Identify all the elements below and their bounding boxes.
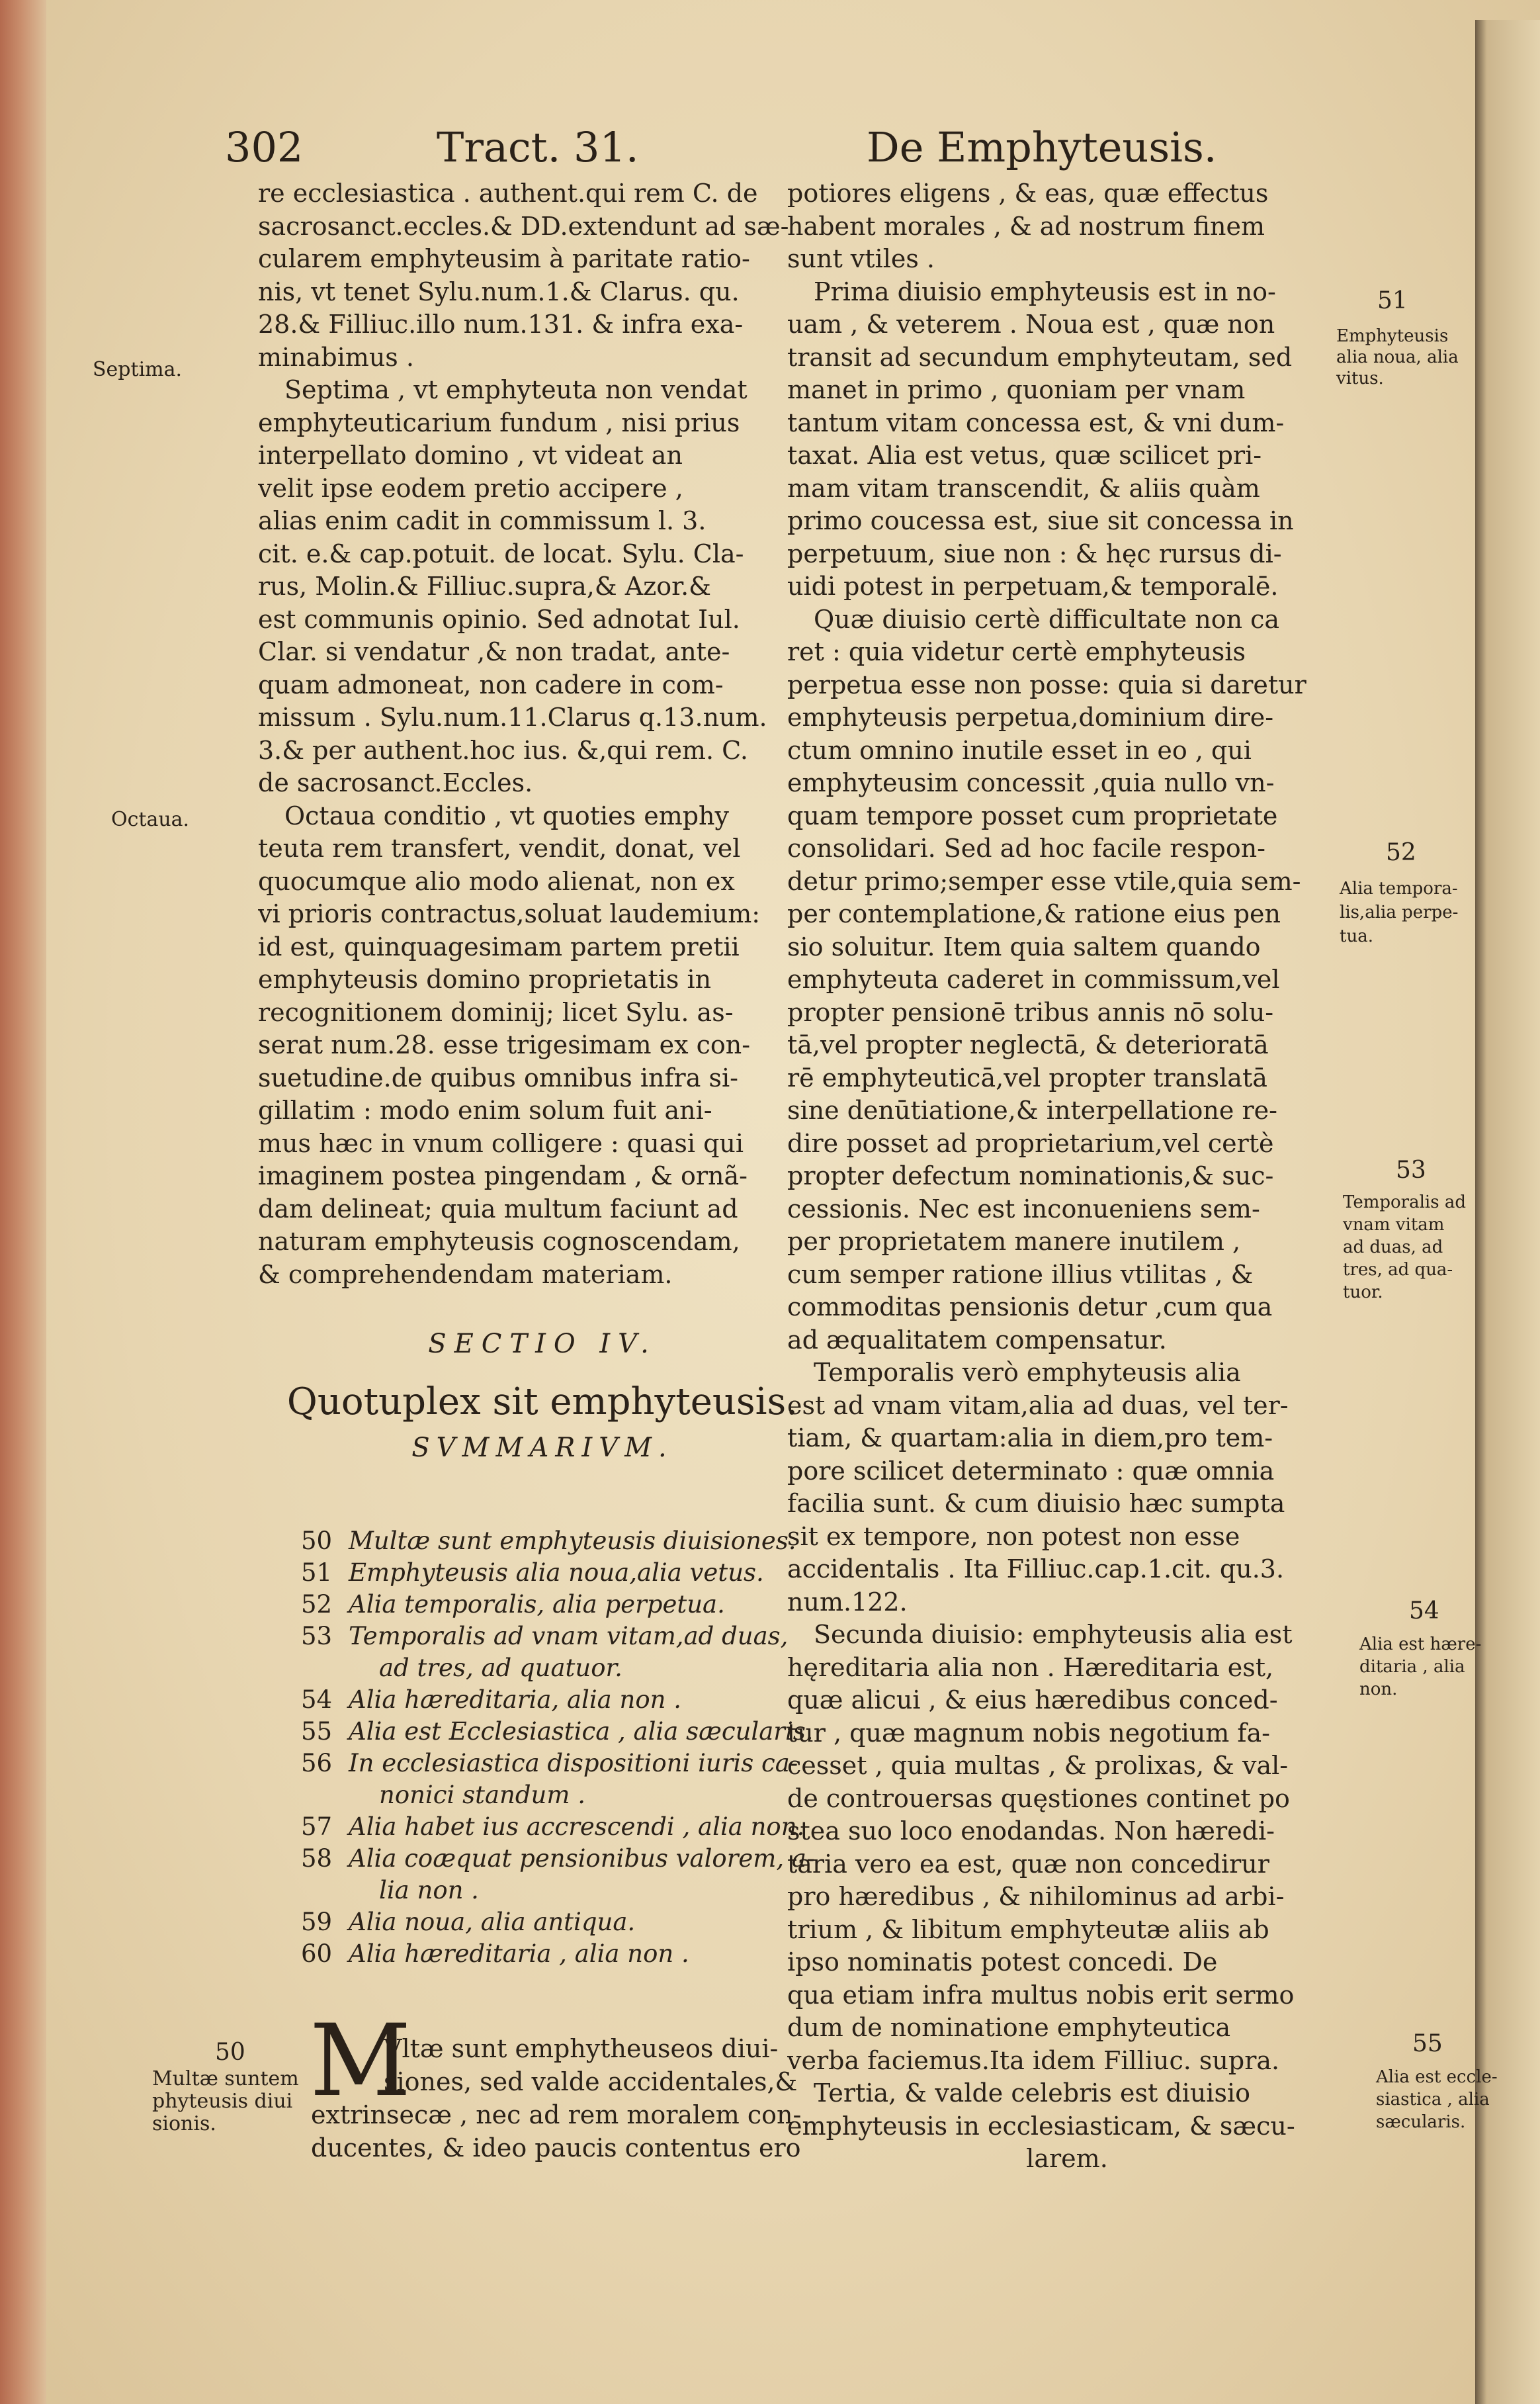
margin-note-line: vitus. (1336, 369, 1384, 388)
margin-note-octaua: Octaua. (111, 808, 190, 831)
text-line: interpellato domino , vt videat an (258, 441, 683, 470)
text-line: Vltæ sunt emphytheuseos diui- (384, 2034, 779, 2063)
text-line: cessionis. Nec est inconueniens sem- (787, 1194, 1260, 1224)
margin-note-line: Multæ suntem (152, 2067, 299, 2090)
margin-note-55 (1376, 2066, 1498, 2133)
text-line: rus, Molin.& Filliuc.supra,& Azor.& (258, 572, 712, 601)
text-line: propter pensionē tribus annis nō solu- (787, 997, 1274, 1027)
section-title: Quotuplex sit emphyteusis. (286, 1380, 798, 1423)
bottom-left-rest (311, 2099, 834, 2164)
text-line: verba faciemus.Ita idem Filliuc. supra. (787, 2045, 1280, 2075)
running-header (225, 118, 1217, 177)
text-line: missum . Sylu.num.11.Clarus q.13.num. (258, 703, 767, 732)
margin-note-line: Emphyteusis (1336, 326, 1449, 346)
text-line: manet in primo , quoniam per vnam (787, 375, 1246, 404)
summary-item (301, 1748, 830, 1779)
text-line: per contemplatione,& ratione eius pen (787, 899, 1281, 928)
text-line: ad æqualitatem compensatur. (787, 1325, 1167, 1355)
text-line: emphyteusis perpetua,dominium dire- (787, 703, 1274, 732)
summary-text: Multæ sunt emphyteusis diuisiones. (349, 1527, 796, 1555)
summary-text: Alia noua, alia antiqua. (349, 1908, 636, 1936)
text-line: ctum omnino inutile esset in eo , qui (787, 735, 1252, 765)
text-line: Secunda diuisio: emphyteusis alia est (814, 1620, 1293, 1649)
running-title: De Emphyteusis. (867, 123, 1217, 171)
margin-note-line: sionis. (152, 2112, 216, 2135)
text-line: uidi potest in perpetuam,& temporalē. (787, 572, 1279, 601)
facing-page-edge (1475, 20, 1540, 2404)
margin-number-51: 51 (1377, 287, 1408, 314)
margin-note-line: lis,alia perpe- (1340, 903, 1459, 922)
text-line: emphyteusis domino proprietatis in (258, 965, 712, 994)
summary-item (301, 1525, 830, 1557)
text-line: qua etiam infra multus nobis erit sermo (787, 1980, 1295, 2010)
text-line: re ecclesiastica . authent.qui rem C. de (258, 179, 758, 208)
margin-note-line: tuor. (1343, 1282, 1383, 1302)
text-line: quæ alicui , & eius hæredibus conced- (787, 1685, 1278, 1714)
margin-note-line: Alia est hære- (1359, 1634, 1482, 1654)
text-line: nis, vt tenet Sylu.num.1.& Clarus. qu. (258, 277, 740, 306)
text-line: larem. (1026, 2144, 1108, 2173)
text-line: Temporalis verò emphyteusis alia (814, 1358, 1241, 1387)
tractatus-label: Tract. 31. (437, 123, 639, 171)
summary-text: Alia habet ius accrescendi , alia non. (349, 1812, 805, 1841)
margin-note-53 (1343, 1191, 1466, 1304)
margin-number-55: 55 (1412, 2030, 1443, 2057)
summary-item (301, 1716, 830, 1748)
text-line: emphyteusim concessit ,quia nullo vn- (787, 768, 1275, 797)
summary-number: 52 (301, 1590, 333, 1619)
text-line: pro hæredibus , & nihilominus ad arbi- (787, 1882, 1285, 1911)
summary-item (301, 1811, 830, 1843)
text-line: dam delineat; quia multum faciunt ad (258, 1194, 738, 1224)
text-line: mus hæc in vnum colligere : quasi qui (258, 1128, 744, 1158)
text-line: potiores eligens , & eas, quæ effectus (787, 179, 1269, 208)
text-line: est communis opinio. Sed adnotat Iul. (258, 604, 740, 634)
text-line: tā,vel propter neglectā, & deterioratā (787, 1030, 1269, 1059)
margin-note-line: Alia tempora- (1340, 879, 1458, 899)
text-line: detur primo;semper esse vtile,quia sem- (787, 866, 1301, 896)
text-line: uam , & veterem . Noua est , quæ non (787, 310, 1275, 339)
text-line: perpetua esse non posse: quia si daretur (787, 670, 1306, 699)
text-line: cum semper ratione illius vtilitas , & (787, 1259, 1254, 1289)
summary-text: Alia hæreditaria , alia non . (349, 1939, 689, 1968)
text-line: & comprehendendam materiam. (258, 1259, 673, 1289)
summarium-heading: SVMMARIVM. (411, 1433, 673, 1463)
text-line: tur , quæ magnum nobis negotium fa- (787, 1718, 1270, 1748)
text-line: de controuersas quęstiones continet po (787, 1783, 1290, 1813)
text-line: perpetuum, siue non : & hęc rursus di- (787, 539, 1282, 568)
summary-item (301, 1684, 830, 1716)
text-line: ducentes, & ideo paucis contentus ero (311, 2133, 801, 2162)
left-column (258, 177, 827, 1467)
margin-number-50: 50 (215, 2039, 245, 2066)
margin-note-line: sæcularis. (1376, 2112, 1466, 2132)
margin-note-line: Alia est eccle- (1376, 2067, 1498, 2087)
margin-note-line: tua. (1340, 926, 1373, 946)
text-line: per proprietatem manere inutilem , (787, 1227, 1241, 1256)
text-line: dire posset ad proprietarium,vel certè (787, 1128, 1274, 1158)
text-line: tantum vitam concessa est, & vni dum- (787, 408, 1285, 437)
text-line: accidentalis . Ita Filliuc.cap.1.cit. qu.3. (787, 1554, 1285, 1583)
text-line: 3.& per authent.hoc ius. &,qui rem. C. (258, 735, 748, 765)
text-line: transit ad secundum emphyteutam, sed (787, 342, 1293, 372)
text-line: Clar. si vendatur ,& non tradat, ante- (258, 637, 730, 666)
text-line: recognitionem dominij; licet Sylu. as- (258, 997, 734, 1027)
drop-cap: M (310, 2004, 411, 2119)
summary-text: In ecclesiastica dispositioni iuris ca- (349, 1749, 798, 1777)
summary-number: 57 (301, 1812, 333, 1841)
text-line: velit ipse eodem pretio accipere , (258, 473, 683, 503)
text-line: emphyteuta caderet in commissum,vel (787, 965, 1280, 994)
text-line: Septima , vt emphyteuta non vendat (284, 375, 748, 404)
summary-number: 59 (301, 1908, 333, 1936)
text-line: dum de nominatione emphyteutica (787, 2013, 1231, 2042)
summary-number: 50 (301, 1527, 333, 1555)
text-line: propter defectum nominationis,& suc- (787, 1161, 1274, 1190)
margin-note-52 (1340, 877, 1458, 948)
text-line: cularem emphyteusim à paritate ratio- (258, 244, 750, 273)
text-line: tiam, & quartam:alia in diem,pro tem- (787, 1423, 1273, 1452)
text-line: emphyteusis in ecclesiasticam, & sæcu- (787, 2111, 1295, 2141)
summary-item (301, 1938, 830, 1970)
text-line: suetudine.de quibus omnibus infra si- (258, 1063, 738, 1092)
text-line: trium , & libitum emphyteutæ aliis ab (787, 1914, 1269, 1944)
text-line: sunt vtiles . (787, 244, 935, 273)
summary-item (301, 1779, 830, 1811)
summary-text: lia non . (379, 1876, 479, 1904)
text-line: quocumque alio modo alienat, non ex (258, 866, 735, 896)
text-line: num.122. (787, 1587, 908, 1617)
summary-item (301, 1906, 830, 1938)
sectio-heading: SECTIO IV. (428, 1329, 657, 1359)
margin-note-septima: Septima. (93, 358, 183, 381)
text-line: stea suo loco enodandas. Non hæredi- (787, 1816, 1275, 1846)
text-line: imaginem postea pingendam , & ornã- (258, 1161, 748, 1190)
summary-item (301, 1843, 830, 1875)
margin-number-54: 54 (1409, 1597, 1439, 1625)
text-line: commoditas pensionis detur ,cum qua (787, 1292, 1273, 1321)
summary-number: 51 (301, 1558, 333, 1587)
margin-note-line: alia noua, alia (1336, 347, 1459, 367)
summary-number: 56 (301, 1749, 333, 1777)
text-line: consolidari. Sed ad hoc facile respon- (787, 834, 1266, 863)
text-line: Prima diuisio emphyteusis est in no- (814, 277, 1276, 306)
margin-note-line: ditaria , alia (1359, 1657, 1465, 1677)
text-line: habent morales , & ad nostrum finem (787, 211, 1265, 241)
margin-note-line: non. (1359, 1679, 1398, 1699)
text-line: vi prioris contractus,soluat laudemium: (258, 899, 761, 928)
text-line: emphyteuticarium fundum , nisi prius (258, 408, 740, 437)
margin-note-line: siastica , alia (1376, 2090, 1490, 2110)
margin-note-51 (1336, 326, 1459, 389)
text-line: est ad vnam vitam,alia ad duas, vel ter- (787, 1390, 1289, 1420)
text-line: Tertia, & valde celebris est diuisio (814, 2078, 1250, 2108)
text-line: 28.& Filliuc.illo num.131. & infra exa- (258, 310, 744, 339)
summary-text: Alia hæreditaria, alia non . (349, 1685, 681, 1714)
text-line: siones, sed valde accidentales,& (384, 2067, 798, 2096)
summary-item (301, 1621, 830, 1652)
text-line: sio soluitur. Item quia saltem quando (787, 932, 1261, 961)
summary-text: Temporalis ad vnam vitam,ad duas, (349, 1622, 789, 1650)
text-line: ipso nominatis potest concedi. De (787, 1947, 1218, 1977)
summary-number: 58 (301, 1844, 333, 1873)
margin-note-line: ad duas, ad (1343, 1237, 1443, 1257)
summary-text: Emphyteusis alia noua,alia vetus. (349, 1558, 764, 1587)
margin-number-53: 53 (1396, 1157, 1426, 1184)
page-number: 302 (225, 123, 304, 171)
text-line: taxat. Alia est vetus, quæ scilicet pri- (787, 441, 1262, 470)
text-line: naturam emphyteusis cognoscendam, (258, 1227, 740, 1256)
margin-note-line: vnam vitam (1343, 1215, 1445, 1235)
summary-text: ad tres, ad quatuor. (379, 1654, 622, 1682)
summary-item (301, 1875, 830, 1906)
summary-text: Alia est Ecclesiastica , alia sæcularis. (349, 1717, 814, 1746)
text-line: de sacrosanct.Eccles. (258, 768, 533, 797)
margin-note-line: tres, ad qua- (1343, 1260, 1453, 1280)
bottom-left-first (384, 2033, 834, 2098)
summary-item (301, 1652, 830, 1684)
text-line: Quæ diuisio certè difficultate non ca (814, 604, 1280, 634)
margin-note-line: phyteusis diui (152, 2090, 293, 2113)
text-line: cesset , quia multas , & prolixas, & val- (787, 1751, 1289, 1780)
text-line: alias enim cadit in commissum l. 3. (258, 506, 706, 535)
margin-note-50 (152, 2068, 299, 2135)
text-line: facilia sunt. & cum diuisio hæc sumpta (787, 1489, 1285, 1518)
text-line: minabimus . (258, 342, 414, 372)
summary-number: 55 (301, 1717, 333, 1746)
margin-number-52: 52 (1386, 839, 1416, 866)
summary-number: 53 (301, 1622, 333, 1650)
summary-number: 54 (301, 1685, 333, 1714)
text-line: rē emphyteuticā,vel propter translatā (787, 1063, 1267, 1092)
summary-item (301, 1557, 830, 1589)
text-line: sit ex tempore, non potest non esse (787, 1521, 1240, 1551)
summary-text: Alia temporalis, alia perpetua. (349, 1590, 725, 1619)
summary-list (301, 1525, 830, 1970)
right-column (787, 177, 1347, 2176)
summary-item (301, 1589, 830, 1621)
text-line: sine denūtiatione,& interpellatione re- (787, 1096, 1277, 1125)
text-line: primo coucessa est, siue sit concessa in (787, 506, 1294, 535)
text-line: Octaua conditio , vt quoties emphy (284, 801, 729, 830)
summary-text: Alia coæquat pensionibus valorem, a- (349, 1844, 815, 1873)
text-line: pore scilicet determinato : quæ omnia (787, 1456, 1275, 1486)
summary-text: nonici standum . (379, 1781, 585, 1809)
text-line: quam tempore posset cum proprietate (787, 801, 1278, 830)
text-line: serat num.28. esse trigesimam ex con- (258, 1030, 751, 1059)
text-line: mam vitam transcendit, & aliis quàm (787, 473, 1260, 503)
text-line: quam admoneat, non cadere in com- (258, 670, 724, 699)
text-line: id est, quinquagesimam partem pretii (258, 932, 740, 961)
text-line: ret : quia videtur certè emphyteusis (787, 637, 1246, 666)
summary-number: 60 (301, 1939, 333, 1968)
text-line: taria vero ea est, quæ non concedirur (787, 1849, 1269, 1879)
text-line: cit. e.& cap.potuit. de locat. Sylu. Cla- (258, 539, 744, 568)
text-line: teuta rem transfert, vendit, donat, vel (258, 834, 741, 863)
margin-note-54 (1359, 1633, 1481, 1701)
margin-note-line: Temporalis ad (1343, 1192, 1466, 1212)
text-line: gillatim : modo enim solum fuit ani- (258, 1096, 712, 1125)
text-line: hęreditaria alia non . Hæreditaria est, (787, 1652, 1274, 1682)
page-edge-left (0, 0, 46, 2404)
text-line: extrinsecæ , nec ad rem moralem con- (311, 2100, 802, 2129)
text-line: sacrosanct.eccles.& DD.extendunt ad sæ- (258, 211, 789, 241)
